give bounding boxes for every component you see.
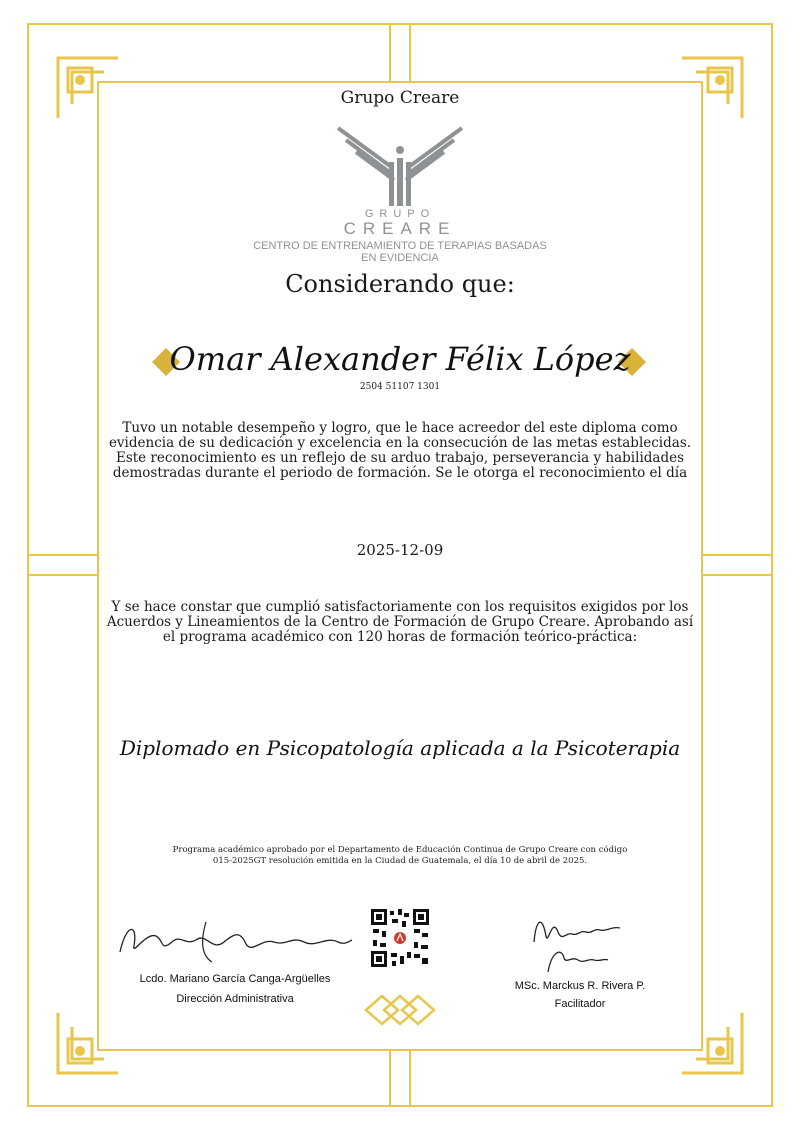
- right-signatory-role: Facilitador: [554, 998, 606, 1010]
- logo-subtitle-line2: EN EVIDENCIA: [361, 252, 439, 264]
- creare-logo-icon: [334, 122, 466, 208]
- logo-text-main: CREARE: [343, 219, 457, 238]
- body-paragraph-1-line: evidencia de su dedicación y excelencia en la consecución de las metas establecidas.: [108, 435, 692, 451]
- body-paragraph-2-line: Acuerdos y Lineamientos de la Centro de Formación de Grupo Creare. Aprobando así: [106, 614, 694, 630]
- recipient-id: 2504 51107 1301: [359, 382, 441, 392]
- body-paragraph-1-line: demostradas durante el periodo de formación. Se le otorga el reconocimiento el día: [112, 465, 688, 481]
- footnote-line: Programa académico aprobado por el Departamento de Educación Continua de Grupo Creare con código: [172, 845, 628, 855]
- right-signatory-name: MSc. Marckus R. Rivera P.: [514, 980, 646, 992]
- body-paragraph-2: [100, 600, 700, 645]
- program-title: Diplomado en Psicopatología aplicada a la Psicoterapia: [119, 736, 681, 760]
- qr-code: [370, 908, 430, 968]
- body-paragraph-2-line: Y se hace constar que cumplió satisfactoriamente con los requisitos exigidos por los: [111, 599, 689, 615]
- body-paragraph-2-line: el programa académico con 120 horas de formación teórico-práctica:: [162, 629, 638, 645]
- logo-subtitle-line1: CENTRO DE ENTRENAMIENTO DE TERAPIAS BASADAS: [253, 240, 547, 252]
- approval-footnote: [100, 845, 700, 867]
- body-paragraph-1-line: Este reconocimiento es un reflejo de su arduo trabajo, perseverancia y habilidades: [115, 450, 685, 466]
- left-signatory-name: Lcdo. Mariano García Canga-Argüelles: [139, 973, 331, 985]
- left-signatory-role: Dirección Administrativa: [176, 993, 294, 1005]
- right-signature-image: [528, 906, 628, 976]
- logo-subtitle: [0, 240, 800, 264]
- footnote-line: 015-2025GT resolución emitida en la Ciudad de Guatemala, el día 10 de abril de 2025.: [212, 856, 588, 866]
- body-paragraph-1: [100, 421, 700, 481]
- left-signature-image: [116, 912, 356, 968]
- intro-heading: Considerando que:: [285, 270, 515, 298]
- body-paragraph-1-line: Tuvo un notable desempeño y logro, que le hace acreedor del este diploma como: [122, 420, 678, 436]
- award-date: 2025-12-09: [356, 541, 444, 559]
- org-name: Grupo Creare: [340, 88, 460, 108]
- logo-text-top: GRUPO: [364, 208, 436, 220]
- recipient-name: Omar Alexander Félix López: [169, 340, 631, 378]
